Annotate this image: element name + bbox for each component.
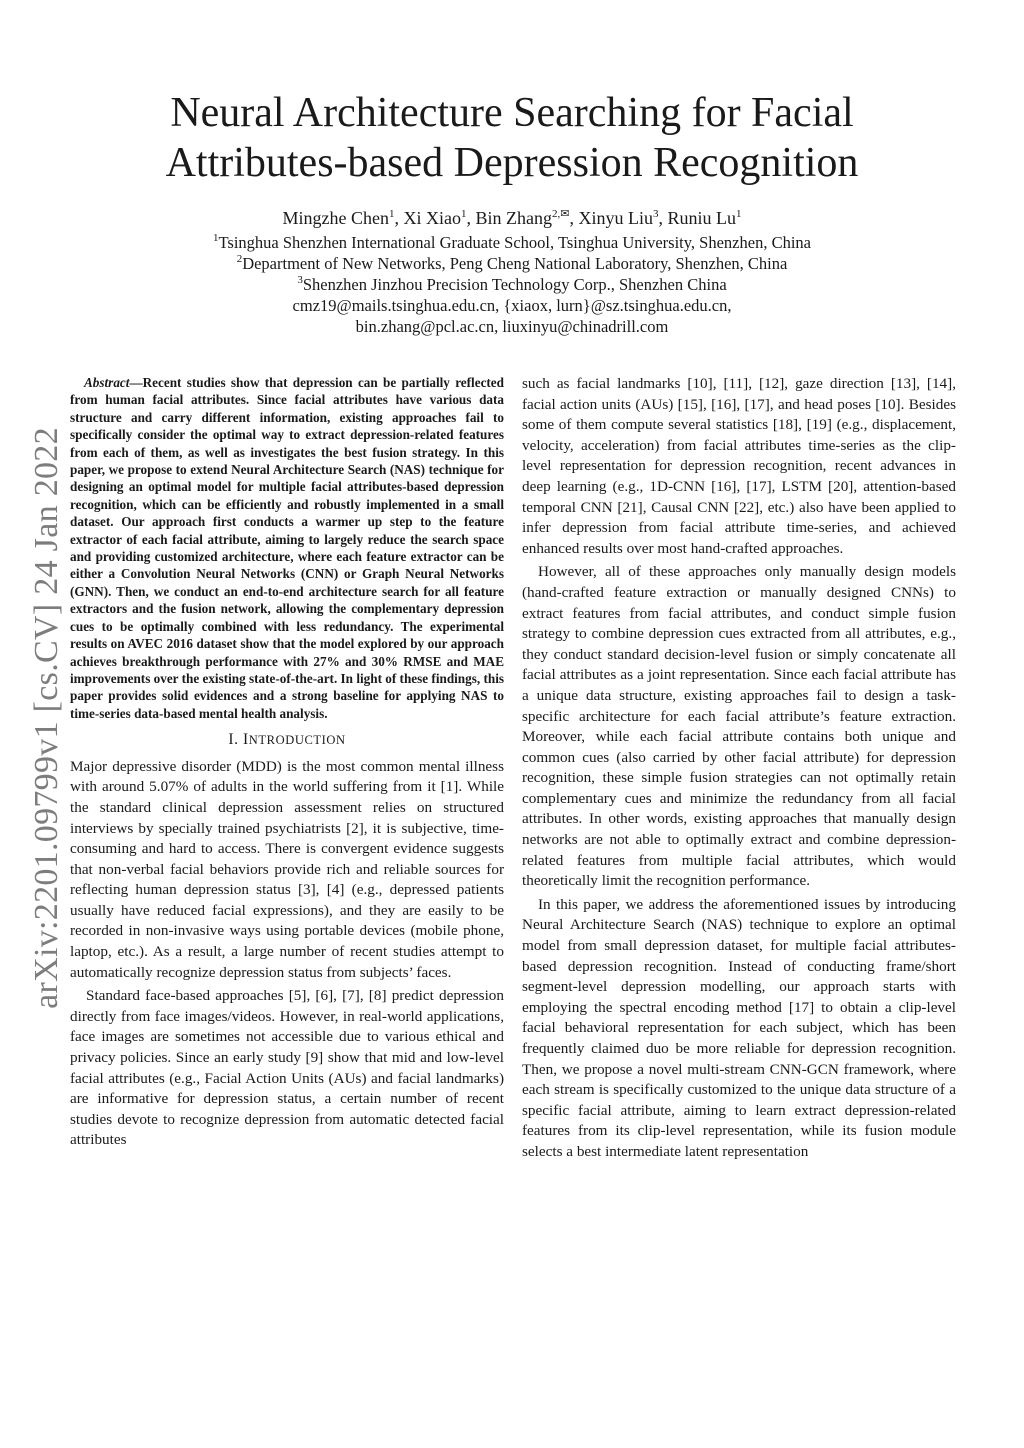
author-5: Runiu Lu	[667, 208, 736, 228]
affiliation-3	[110, 274, 914, 295]
affiliation-2-sup: 2	[236, 253, 243, 265]
author-3-sup: 2,✉	[552, 208, 570, 220]
abstract-label: Abstract	[84, 375, 130, 390]
email-line-1: cmz19@mails.tsinghua.edu.cn, {xiaox, lurn}@sz.tsinghua.edu.cn,	[292, 296, 732, 315]
intro-paragraph-5: In this paper, we address the aforementioned issues by introducing Neural Architecture Search (NAS) technique to explore an optimal model from small depression dataset, for multiple facial attributes-based depression recognition. Instead of conducting frame/short segment-level depression modelling, our approach starts with employing the spectral encoding method [17] to obtain a clip-level facial behavioral representation for each subject, which has been frequently claimed duo be more reliable for depression recognition. Then, we propose a novel multi-stream CNN-GCN framework, where each stream is specifically customized to the unique data structure of a specific facial attribute, aiming to learn extract depression-related features from its clip-level representation, while its fusion module selects a best intermediate latent representation	[522, 895, 956, 1160]
title-line-2: Attributes-based Depression Recognition	[165, 140, 859, 186]
author-2: Xi Xiao	[403, 208, 461, 228]
intro-paragraph-1: Major depressive disorder (MDD) is the most common mental illness with around 5.07% of adults in the world suffering from it [1]. While the standard clinical depression assessment relies on structured interviews by specially trained psychiatrists [2], it is subjective, time-consuming and hard to access. There is convergent evidence suggests that non-verbal facial behaviors provide rich and reliable sources for reflecting human depression status [3], [4] (e.g., depressed patients usually have reduced facial expressions), and they are easily to be recorded in non-invasive ways using portable devices (mobile phone, laptop, etc.). As a result, a large number of recent studies attempt to automatically recognize depression status from subjects’ faces.	[70, 757, 504, 981]
arxiv-identifier: arXiv:2201.09799v1 [cs.CV] 24 Jan 2022	[28, 427, 65, 1009]
section-title-rest: NTRODUCTION	[248, 733, 346, 748]
section-heading-introduction	[70, 730, 504, 751]
affiliation-2	[110, 253, 914, 274]
author-separator: ,	[658, 208, 668, 228]
affiliation-3-text: Shenzhen Jinzhou Precision Technology Corp., Shenzhen China	[302, 275, 727, 294]
author-4: Xinyu Liu	[578, 208, 653, 228]
section-title-initial: I	[243, 731, 249, 749]
author-5-sup: 1	[735, 208, 742, 220]
email-line-2: bin.zhang@pcl.ac.cn, liuxinyu@chinadrill.com	[355, 317, 669, 336]
affiliation-1-text: Tsinghua Shenzhen International Graduate School, Tsinghua University, Shenzhen, China	[218, 233, 811, 252]
author-separator: ,	[569, 208, 579, 228]
section-numeral: I.	[228, 731, 244, 749]
affiliation-3-sup: 3	[297, 274, 303, 286]
left-column	[70, 374, 504, 1151]
right-column	[522, 374, 956, 1163]
author-1: Mingzhe Chen	[282, 208, 389, 228]
author-3: Bin Zhang	[475, 208, 552, 228]
author-names	[110, 206, 914, 230]
abstract	[70, 374, 504, 722]
intro-paragraph-2: Standard face-based approaches [5], [6], [7], [8] predict depression directly from face images/videos. However, in real-world applications, face images are sometimes not accessible due to various ethical and privacy policies. Since an early study [9] show that mid and low-level facial attributes (e.g., Facial Action Units (AUs) and facial landmarks) are informative for depression status, a certain number of recent studies devote to recognize depression from automatic detected facial attributes	[70, 987, 504, 1149]
intro-paragraph-3: such as facial landmarks [10], [11], [12], gaze direction [13], [14], facial action units (AUs) [15], [16], [17], and head poses [10]. Besides some of them compute several statistics [18], [19] (e.g., displacement, velocity, acceleration) from facial attributes time-series as the clip-level representation for depression recognition, recent advances in deep learning (e.g., 1D-CNN [16], [17], LSTM [20], attention-based temporal CNN [21], Causal CNN [22], etc.) also have been applied to infer depression from facial attribute time-series, and achieved enhanced results over most hand-crafted approaches.	[522, 375, 956, 557]
affiliation-2-text: Department of New Networks, Peng Cheng National Laboratory, Shenzhen, China	[242, 254, 788, 273]
affiliation-1-sup: 1	[213, 232, 219, 244]
author-1-sup: 1	[389, 208, 395, 220]
author-separator: ,	[466, 208, 476, 228]
abstract-dash: —	[129, 375, 143, 390]
paper-title	[120, 88, 904, 188]
affiliation-1	[110, 232, 914, 253]
intro-paragraph-4: However, all of these approaches only manually design models (hand-crafted feature extraction or manually designed CNNs) to extract features from facial attributes, and conduct simple fusion strategy to combine depression cues extracted from all attributes, e.g., they conduct standard decision-level fusion or simply concatenate all facial attributes as a joint representation. Since each facial attribute has a unique data structure, existing approaches fail to design a task-specific architecture for each facial attribute’s feature extraction. Moreover, while each facial attribute contains both unique and common cues (also carried by other facial attribute) for depression recognition, these simple fusion strategies can not optimally retain complementary cues and minimize the redundancy from all facial attributes. In other words, existing approaches that manually design networks are not able to optimally extract and combine depression-related features from multiple facial attributes, which would theoretically limit the recognition performance.	[522, 563, 956, 890]
author-block	[110, 206, 914, 337]
author-separator: ,	[394, 208, 404, 228]
author-2-sup: 1	[461, 208, 467, 220]
author-4-sup: 3	[652, 208, 659, 220]
abstract-text: Recent studies show that depression can be partially reflected from human facial attributes. Since facial attributes have various data structure and carry different information, existing approaches fail to specifically consider the optimal way to extract depression-related features from each of them, as well as investigates the best fusion strategy. In this paper, we propose to extend Neural Architecture Search (NAS) technique for designing an optimal model for multiple facial attributes-based depression recognition, which can be efficiently and robustly implemented in a small dataset. Our approach first conducts a warmer up step to the feature extractor of each facial attribute, aiming to largely reduce the search space and providing customized architecture, where each feature extractor can be either a Convolution Neural Networks (CNN) or Graph Neural Networks (GNN). Then, we conduct an end-to-end architecture search for all feature extractors and the fusion network, allowing the complementary depression cues to be optimally combined with less redundancy. The experimental results on AVEC 2016 dataset show that the model explored by our approach achieves breakthrough performance with 27% and 30% RMSE and MAE improvements over the existing state-of-the-art. In light of these findings, this paper provides solid evidences and a strong baseline for applying NAS to time-series data-based mental health analysis.	[70, 375, 504, 721]
title-line-1: Neural Architecture Searching for Facial	[170, 90, 854, 136]
